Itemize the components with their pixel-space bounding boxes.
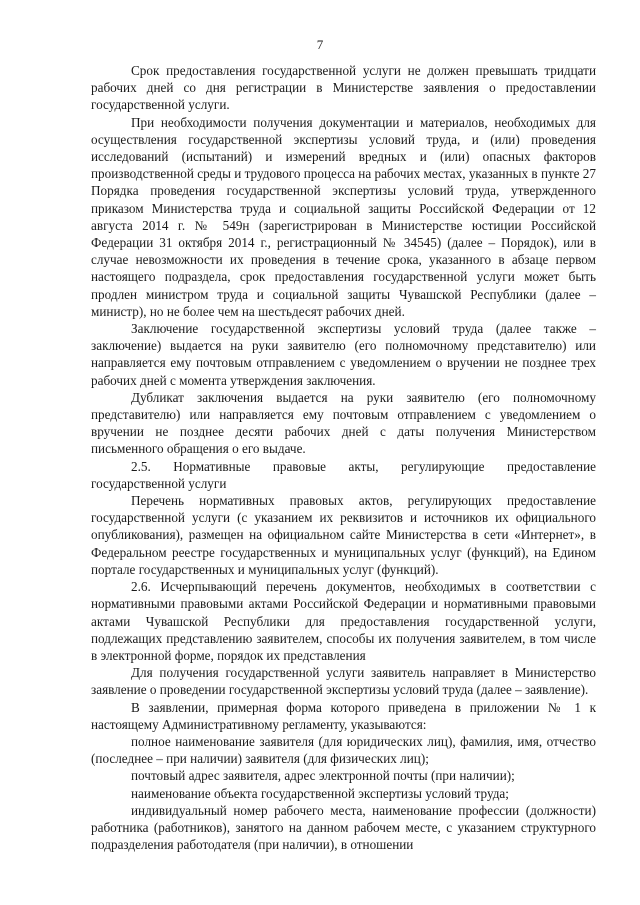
list-item-applicant-name: полное наименование заявителя (для юридических лиц), фамилия, имя, отчество (последнее – при наличии) заявителя (для физических лиц); <box>91 733 596 767</box>
list-item-workplace-number: индивидуальный номер рабочего места, наименование профессии (должности) работника (работников), занятого на данном рабочем месте, с указанием структурного подразделения работодателя (при наличии), в отношении <box>91 802 596 853</box>
section-heading-2-5: 2.5. Нормативные правовые акты, регулирующие предоставление государственной услуги <box>91 458 596 491</box>
section-heading-2-6: 2.6. Исчерпывающий перечень документов, необходимых в соответствии с нормативными правовыми актами Российской Федерации и нормативными правовыми актами Чувашской Республики для предоставления государственной услуги, подлежащих представлению заявителем, способы их получения заявителем, в том числе в электронной форме, порядок их представления <box>91 579 596 663</box>
paragraph-duplicate-issuance: Дубликат заключения выдается на руки заявителю (его полномочному представителю) или направляется ему почтовым отправлением с уведомлением о вручении не позднее десяти рабочих дней с даты получения Министерством письменного обращения о его выдаче. <box>91 389 596 457</box>
page-number: 7 <box>316 37 324 52</box>
list-item-expertise-object: наименование объекта государственной экспертизы условий труда; <box>131 785 509 801</box>
paragraph-conclusion-issuance: Заключение государственной экспертизы условий труда (далее также – заключение) выдается на руки заявителю (его полномочному представителю) или направляется ему почтовым отправлением с уведомлением о вручении не позднее трех рабочих дней с момента утверждения заключения. <box>91 321 596 388</box>
paragraph-legal-acts-list: Перечень нормативных правовых актов, регулирующих предоставление государственной услуги (с указанием их реквизитов и источников их официального опубликования), размещен на официальном сайте Министерства в сети «Интернет», в Федеральном реестре государственных и муниципальных услуг (функций), на Едином портале государственных и муниципальных услуг (функций). <box>91 493 596 577</box>
paragraph-application-contents: В заявлении, примерная форма которого приведена в приложении № 1 к настоящему Административному регламенту, указываются: <box>91 699 596 732</box>
list-item-postal-address: почтовый адрес заявителя, адрес электронной почты (при наличии); <box>131 768 515 784</box>
document-body <box>91 62 596 853</box>
paragraph-service-term: Срок предоставления государственной услуги не должен превышать тридцати рабочих дней со дня регистрации в Министерстве заявления о предоставлении государственной услуги. <box>91 63 596 113</box>
paragraph-term-extension: При необходимости получения документации и материалов, необходимых для осуществления государственной экспертизы условий труда, и (или) проведения исследований (испытаний) и измерений вредных и (или) опасных факторов производственной среды и трудового процесса на рабочих местах, указанных в пункте 27 Порядка проведения государственной экспертизы условий труда, утвержденного приказом Министерства труда и социальной защиты Российской Федерации от 12 августа 2014 г. № 549н (зарегистрирован в Министерстве юстиции Российской Федерации 31 октября 2014 г., регистрационный № 34545) (далее – Порядок), или в случае невозможности их проведения в течение срока, указанного в абзаце первом настоящего подраздела, срок предоставления государственной услуги может быть продлен министром труда и социальной защиты Чувашской Республики (далее – министр), но не более чем на шестьдесят рабочих дней. <box>91 114 596 319</box>
paragraph-application-submission: Для получения государственной услуги заявитель направляет в Министерство заявление о проведении государственной экспертизы условий труда (далее – заявление). <box>91 665 596 698</box>
